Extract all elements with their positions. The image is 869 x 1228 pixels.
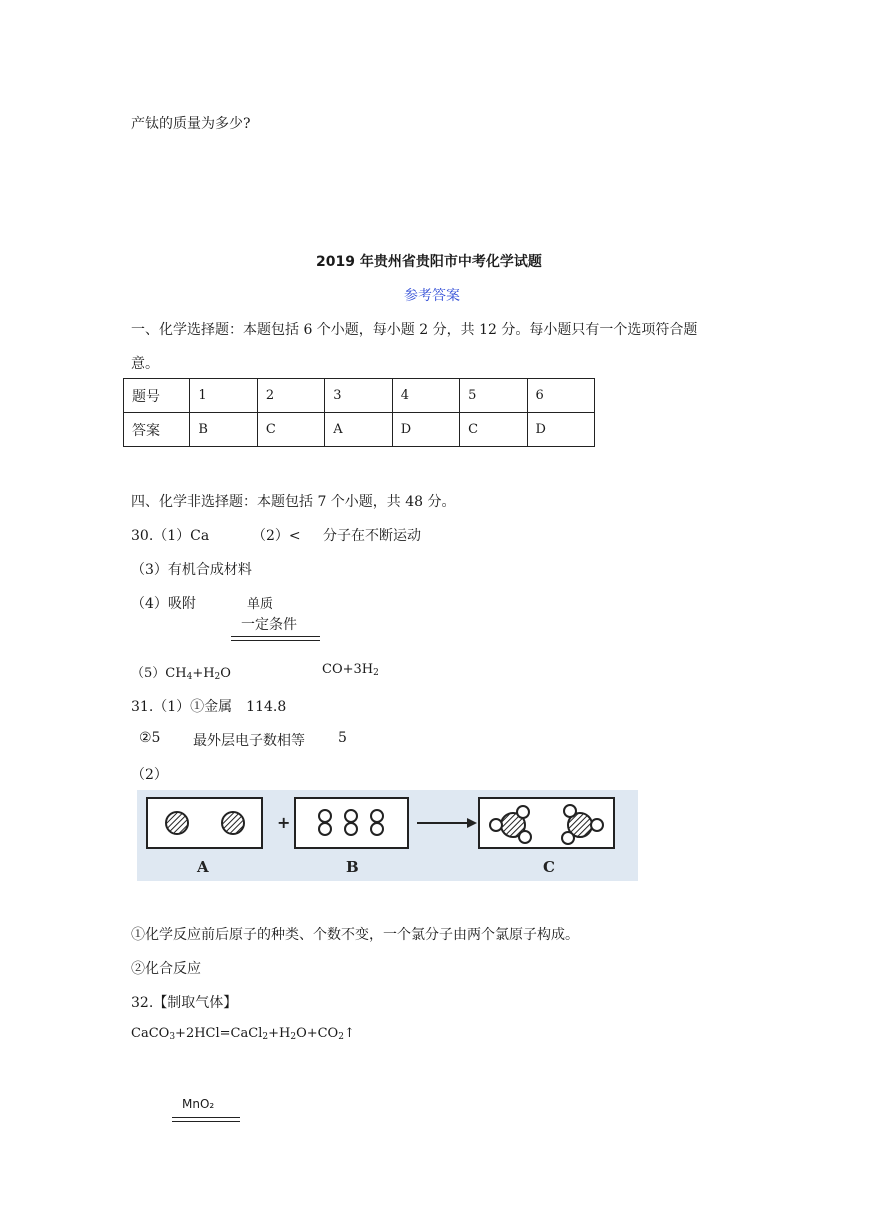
subscript: 2 [290,1032,297,1042]
section4-heading: 四、化学非选择题：本题包括 7 个小题，共 48 分。 [131,494,456,510]
answer-cell: D [527,413,594,447]
answer-subtitle: 参考答案 [404,288,460,304]
q30-part2-reason: 分子在不断运动 [323,528,421,544]
reaction-condition-top: 单质 [247,597,274,612]
answer-cell: D [392,413,459,447]
reaction-condition-bottom: 一定条件 [241,617,297,633]
page-title: 2019 年贵州省贵阳市中考化学试题 [316,254,542,270]
question-number-cell: 6 [527,379,594,413]
chlorine-atom [222,812,244,834]
answer-cell: C [257,413,324,447]
gas-arrow-icon: ↑ [343,1026,355,1041]
question-tail: 产钛的质量为多少? [131,116,251,132]
catalyst-double-line [172,1117,240,1122]
q30-part5-label: （5） [131,666,166,681]
reaction-diagram [137,790,638,881]
arrow-head-icon [467,818,477,828]
q30-part1: 30.（1）Ca [131,528,210,544]
answer-cell: A [325,413,392,447]
formula-h: +H [192,666,215,681]
q30-part5 [131,662,231,682]
answer-cell: B [190,413,257,447]
subscript: 2 [262,1032,269,1042]
q32-heading: 32.【制取气体】 [131,995,238,1011]
subscript: 3 [169,1032,176,1042]
section1-line2: 意。 [131,356,159,372]
catalyst-label: MnO₂ [182,1097,215,1111]
q31-explain1: ①化学反应前后原子的种类、个数不变，一个氯分子由两个氯原子构成。 [131,927,579,943]
subscript: 4 [186,672,193,682]
question-number-cell: 5 [460,379,527,413]
subscript: 2 [214,672,221,682]
q31-part1b-val: 5 [338,730,347,746]
formula-hcl-cacl: +2HCl=CaCl [175,1026,263,1041]
formula-caco: CaCO [131,1026,170,1041]
chlorine-atom [166,812,188,834]
row-label-number: 题号 [124,379,190,413]
formula-o-co: O+CO [296,1026,339,1041]
subscript: 2 [373,668,379,678]
formula-co-h: CO+3H [322,662,374,677]
q30-part3: （3）有机合成材料 [131,562,252,578]
label-a: A [197,858,209,876]
formula-ch: CH [165,666,187,681]
table-row [124,379,595,413]
q30-part5-products [322,662,379,678]
question-number-cell: 4 [392,379,459,413]
q31-part1b-text: 最外层电子数相等 [193,733,305,749]
q30-part2: （2）< [252,528,301,544]
question-number-cell: 1 [190,379,257,413]
label-b: B [346,858,359,876]
reaction-diagram-svg [137,790,638,881]
q31-explain2: ②化合反应 [131,961,201,977]
formula-o: O [220,666,231,681]
question-number-cell: 2 [257,379,324,413]
question-number-cell: 3 [325,379,392,413]
q30-part4: （4）吸附 [131,596,196,612]
reaction-arrow-double-line [231,636,320,641]
plus-sign: + [277,813,291,832]
q32-equation [131,1026,355,1042]
table-row [124,413,595,447]
q31-part2: （2） [131,767,168,783]
answer-cell: C [460,413,527,447]
q31-part1b-num: ②5 [139,730,161,746]
answer-table [123,378,595,447]
q31-part1: 31.（1）①金属 114.8 [131,699,287,715]
subscript: 2 [338,1032,344,1042]
section1-line1: 一、化学选择题：本题包括 6 个小题，每小题 2 分，共 12 分。每小题只有一个选项符合题 [131,322,698,338]
label-c: C [543,858,555,876]
row-label-answer: 答案 [124,413,190,447]
formula-h: +H [268,1026,291,1041]
